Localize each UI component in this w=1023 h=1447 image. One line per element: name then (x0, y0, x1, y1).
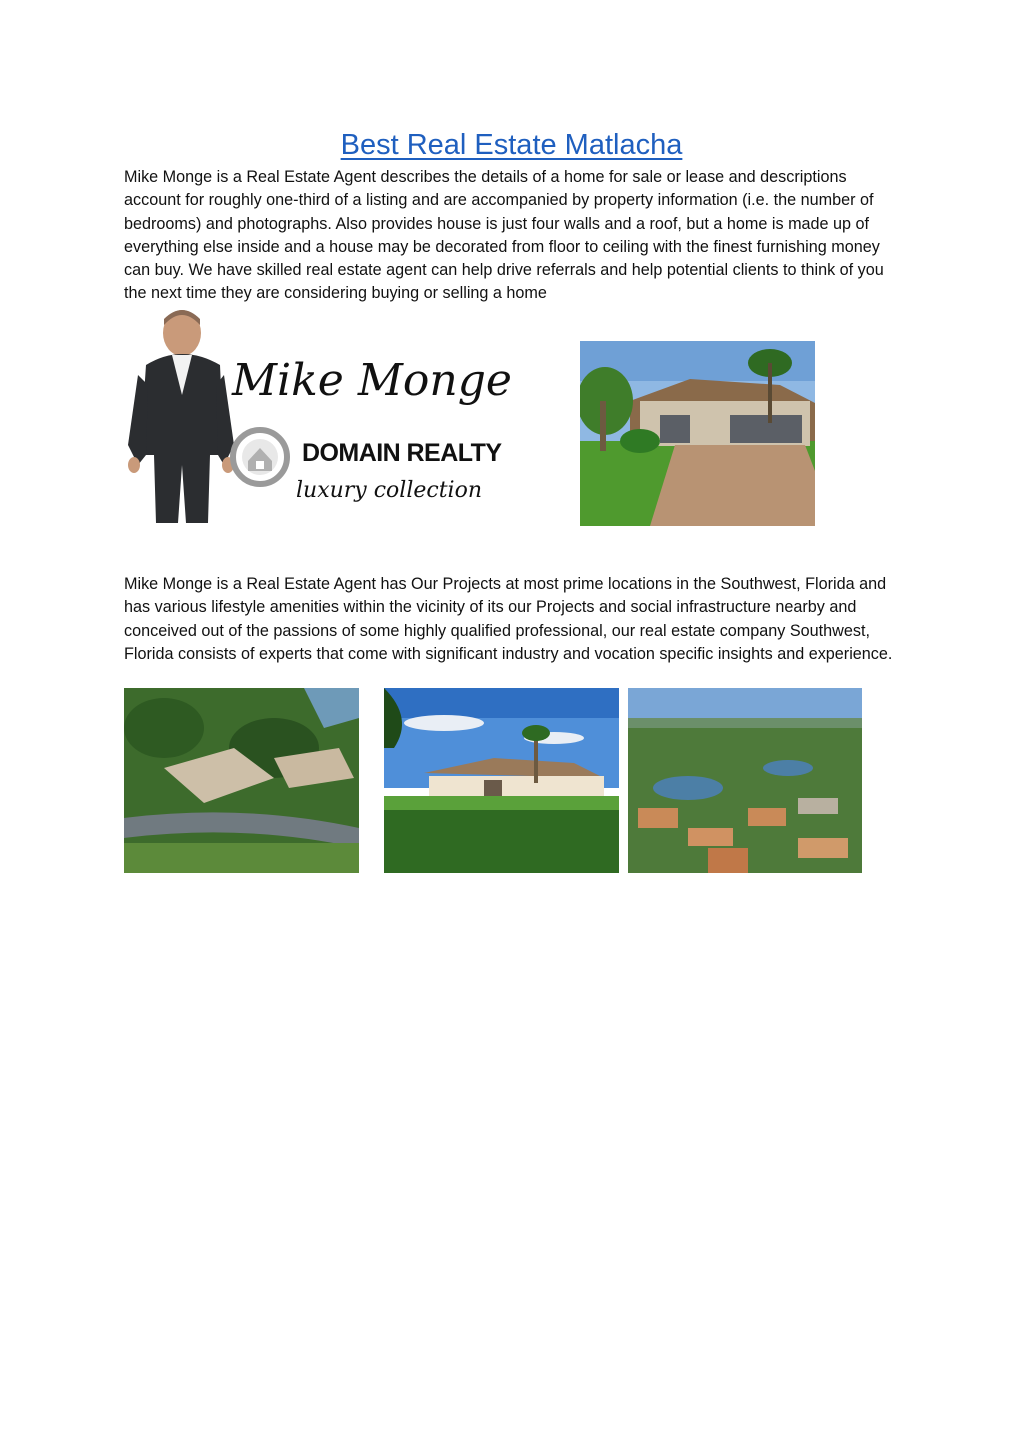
agent-logo-image (124, 305, 529, 523)
aerial-photo-3 (628, 688, 862, 873)
estate-photo-2 (384, 688, 619, 873)
agent-portrait (128, 310, 234, 523)
logo-company-name: DOMAIN REALTY (302, 439, 502, 467)
house-logo-icon (233, 430, 287, 484)
aerial-photo-1 (124, 688, 359, 873)
intro-paragraph: Mike Monge is a Real Estate Agent describes the details of a home for sale or lease and descriptions account for roughly one-third of a listing and are accompanied by property information (i.e. the number of bedrooms) and photographs. Also provides house is just four walls and a roof, but a home is made up of everything else inside and a house may be decorated from floor to ceiling with the finest furnishing money can buy. We have skilled real estate agent can help drive referrals and help potential clients to think of you the next time they are considering buying or selling a home (124, 168, 884, 303)
page-title-link[interactable]: Best Real Estate Matlacha (340, 129, 683, 161)
house-photo-1 (580, 341, 815, 526)
logo-tagline: luxury collection (296, 478, 482, 503)
projects-paragraph: Mike Monge is a Real Estate Agent has Our Projects at most prime locations in the Southwest, Florida and has various lifestyle amenities within the vicinity of its our Projects and social infrastructure nearby and conceived out of the passions of some highly qualified professional, our real estate company Southwest, Florida consists of experts that come with significant industry and vocation specific insights and experience. (124, 575, 893, 663)
logo-script-name: Mike Monge (232, 355, 512, 406)
